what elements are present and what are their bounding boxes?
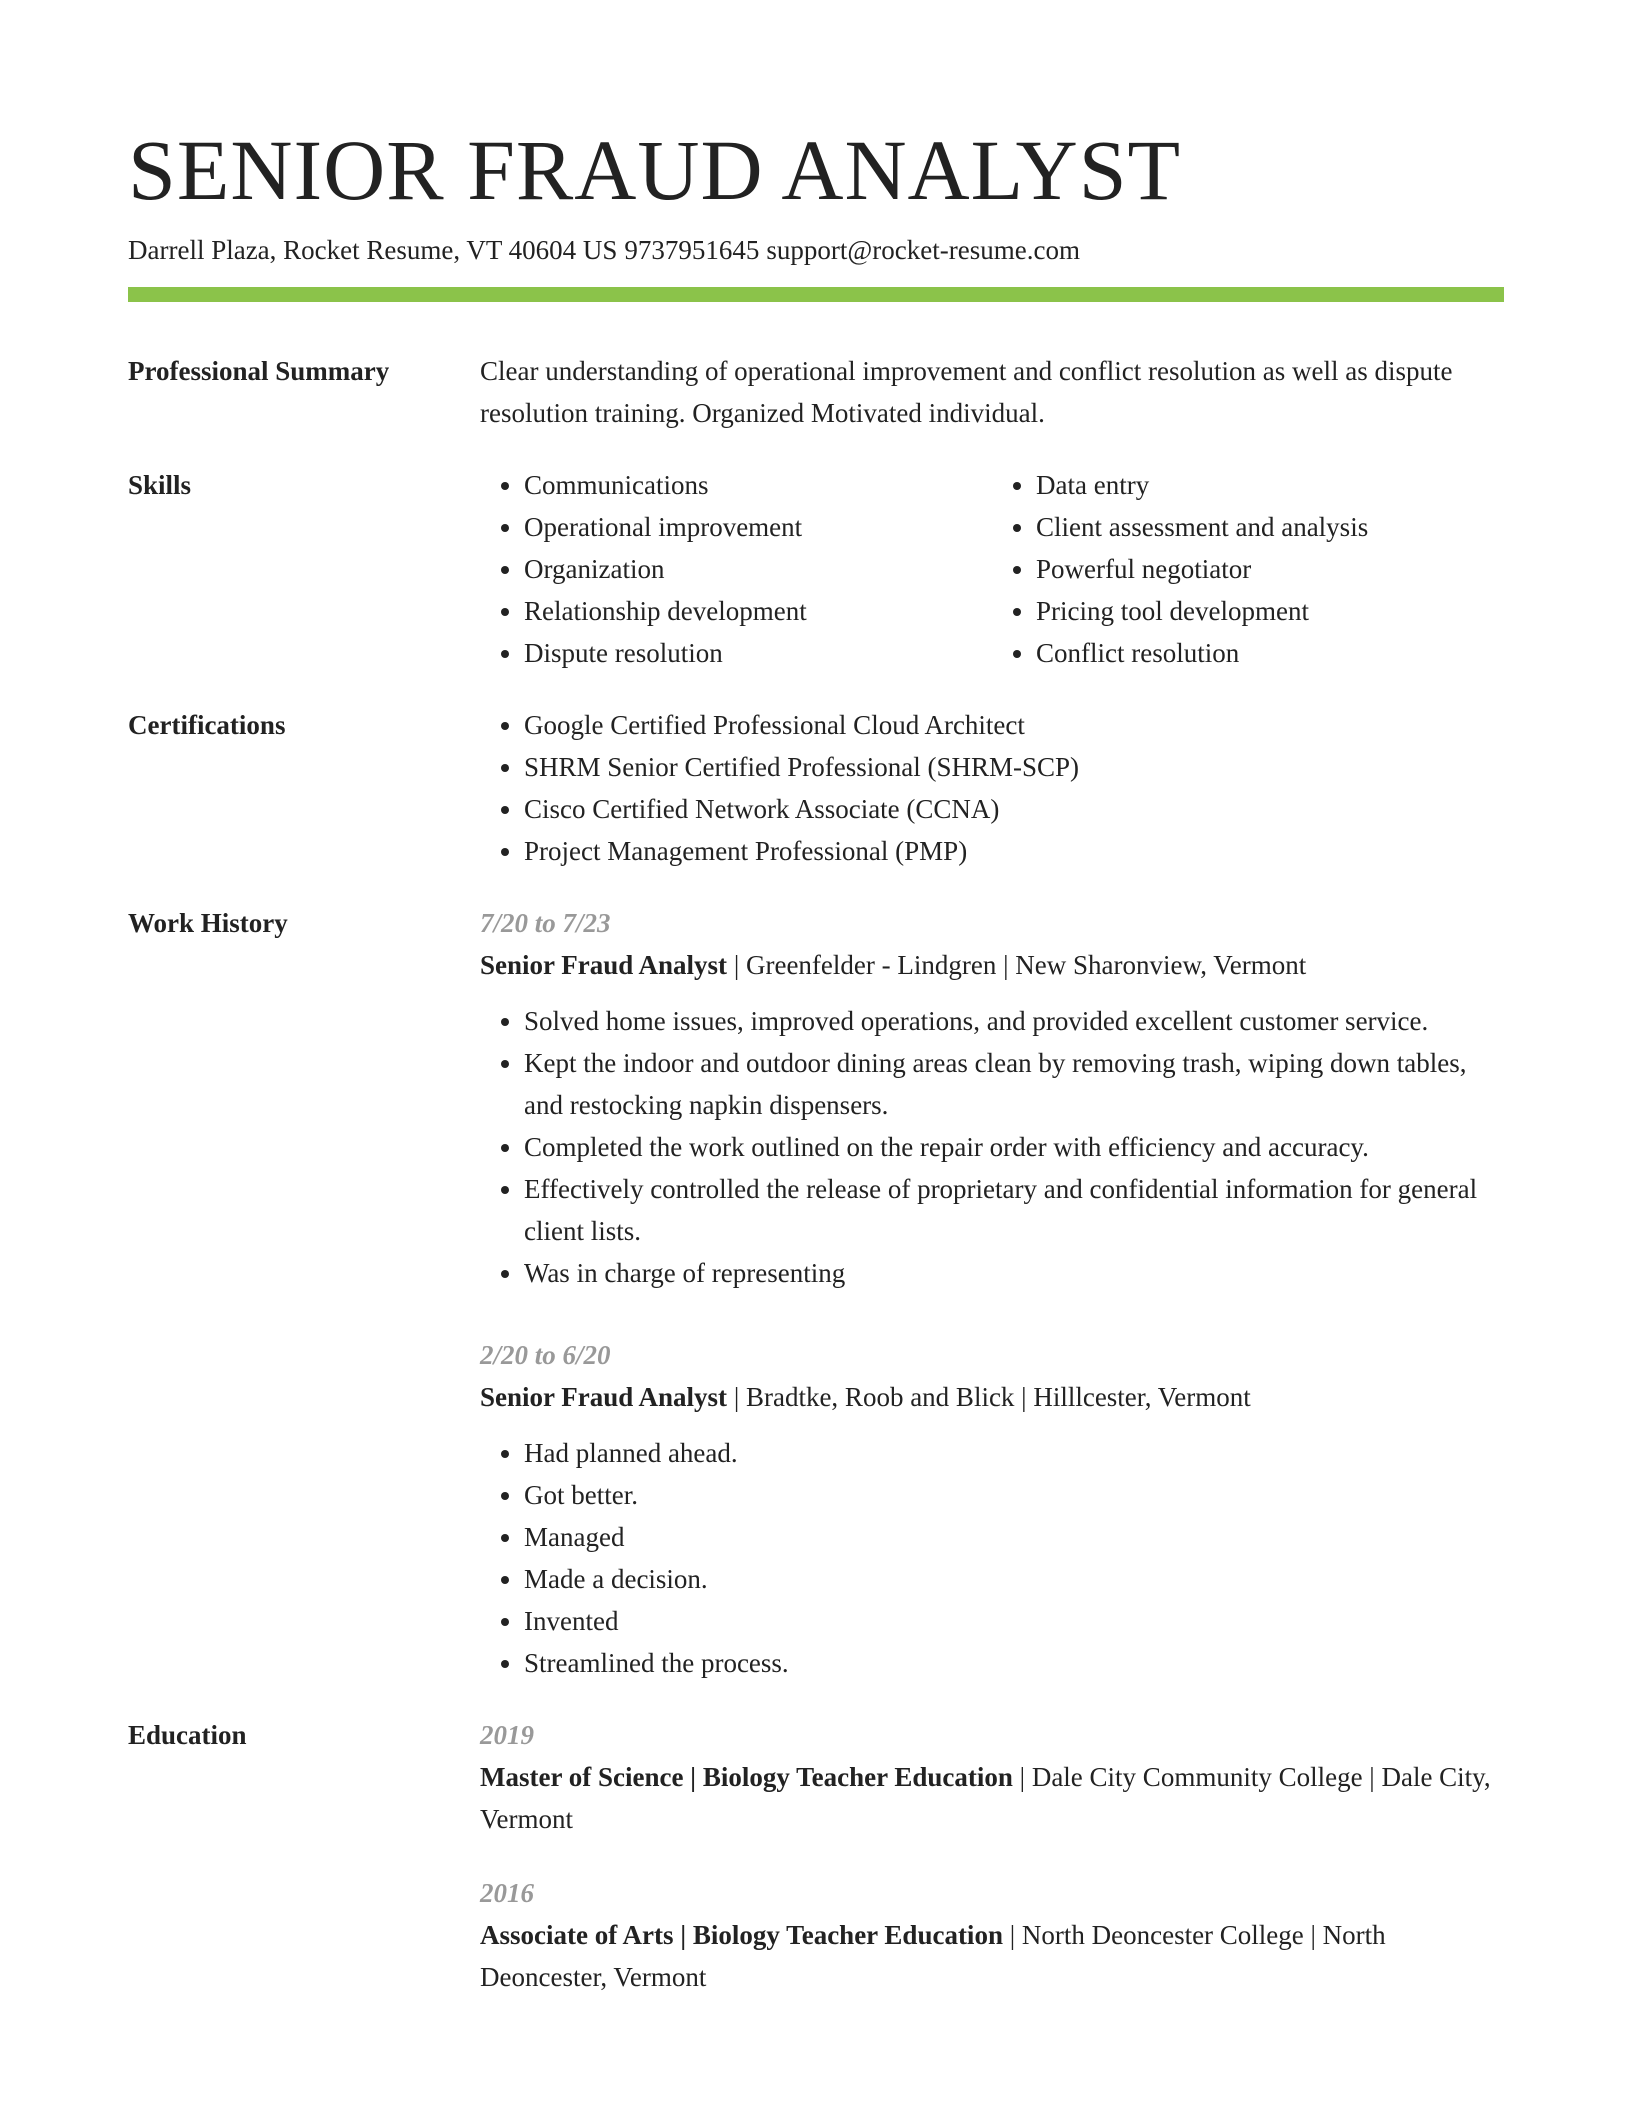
- education-details: | Dale City Community College | Dale City, Vermont: [480, 1762, 1491, 1834]
- contact-line: [128, 230, 1504, 270]
- job-bullet: • Solved home issues, improved operations, and provided excellent customer service.: [524, 1000, 1504, 1042]
- work-history-body: [480, 902, 1504, 1684]
- education-year: 2019: [480, 1720, 534, 1750]
- job-bullet: • Kept the indoor and outdoor dining areas clean by removing trash, wiping down tables, and restocking napkin dispensers.: [524, 1042, 1504, 1126]
- job-entry: [480, 902, 1504, 1294]
- job-bullet: • Managed: [524, 1516, 1504, 1558]
- job-bullet: • Completed the work outlined on the repair order with efficiency and accuracy.: [524, 1126, 1504, 1168]
- job-bullets: [480, 1000, 1504, 1294]
- education-entry: [480, 1872, 1504, 1998]
- summary-label: Professional Summary: [128, 356, 390, 386]
- skill-item: • Communications: [524, 464, 992, 506]
- job-bullets: [480, 1432, 1504, 1684]
- education-details: | North Deoncester College | North Deoncester, Vermont: [480, 1920, 1386, 1992]
- skill-item: • Pricing tool development: [1036, 590, 1504, 632]
- skill-item: • Client assessment and analysis: [1036, 506, 1504, 548]
- skills-label: Skills: [128, 470, 192, 500]
- skill-item: • Powerful negotiator: [1036, 548, 1504, 590]
- skills-columns: [480, 464, 1504, 674]
- job-bullet: • Was in charge of representing: [524, 1252, 1504, 1294]
- education-degree: Master of Science | Biology Teacher Education: [480, 1762, 1013, 1792]
- skill-item: • Organization: [524, 548, 992, 590]
- job-bullet: • Got better.: [524, 1474, 1504, 1516]
- resume-page: [128, 120, 1504, 1998]
- skills-section: [128, 464, 1504, 674]
- skills-list-left: [480, 464, 992, 674]
- education-section: [128, 1714, 1504, 1998]
- summary-text: Clear understanding of operational improvement and conflict resolution as well as dispute resolution training. Organized Motivated individual.: [480, 356, 1453, 428]
- skills-list-right: [992, 464, 1504, 674]
- header-divider: [128, 287, 1504, 302]
- education-label: Education: [128, 1720, 247, 1750]
- education-body: [480, 1714, 1504, 1998]
- skill-item: • Data entry: [1036, 464, 1504, 506]
- certification-item: • SHRM Senior Certified Professional (SHRM-SCP): [524, 746, 1504, 788]
- job-title: Senior Fraud Analyst: [480, 950, 728, 980]
- education-heading: [480, 1756, 1504, 1840]
- certifications-label: Certifications: [128, 710, 286, 740]
- education-heading: [480, 1914, 1504, 1998]
- job-bullet: • Had planned ahead.: [524, 1432, 1504, 1474]
- job-bullet: • Effectively controlled the release of proprietary and confidential information for general client lists.: [524, 1168, 1504, 1252]
- skill-item: • Conflict resolution: [1036, 632, 1504, 674]
- job-bullet: • Invented: [524, 1600, 1504, 1642]
- certifications-body: [480, 704, 1504, 872]
- education-entry: [480, 1714, 1504, 1840]
- contact-phone: 9737951645: [624, 235, 760, 265]
- job-details: | Greenfelder - Lindgren | New Sharonview, Vermont: [727, 950, 1307, 980]
- certification-item: • Project Management Professional (PMP): [524, 830, 1504, 872]
- job-entry: [480, 1334, 1504, 1684]
- contact-email: support@rocket-resume.com: [766, 235, 1080, 265]
- education-degree: Associate of Arts | Biology Teacher Education: [480, 1920, 1003, 1950]
- education-year: 2016: [480, 1878, 534, 1908]
- job-title: Senior Fraud Analyst: [480, 1382, 728, 1412]
- certification-item: • Google Certified Professional Cloud Architect: [524, 704, 1504, 746]
- work-history-label: Work History: [128, 908, 288, 938]
- job-dates: 7/20 to 7/23: [480, 908, 611, 938]
- skill-item: • Operational improvement: [524, 506, 992, 548]
- summary-section: [128, 350, 1504, 434]
- work-history-section: [128, 902, 1504, 1684]
- job-bullet: • Made a decision.: [524, 1558, 1504, 1600]
- job-details: | Bradtke, Roob and Blick | Hilllcester, Vermont: [727, 1382, 1251, 1412]
- job-heading: [480, 1376, 1504, 1418]
- job-heading: [480, 944, 1504, 986]
- certification-item: • Cisco Certified Network Associate (CCNA): [524, 788, 1504, 830]
- skill-item: • Dispute resolution: [524, 632, 992, 674]
- contact-address: Darrell Plaza, Rocket Resume, VT 40604 US: [128, 235, 618, 265]
- skill-item: • Relationship development: [524, 590, 992, 632]
- certifications-list: [480, 704, 1504, 872]
- job-bullet: • Streamlined the process.: [524, 1642, 1504, 1684]
- job-dates: 2/20 to 6/20: [480, 1340, 611, 1370]
- resume-title: SENIOR FRAUD ANALYST: [128, 122, 1182, 218]
- certifications-section: [128, 704, 1504, 872]
